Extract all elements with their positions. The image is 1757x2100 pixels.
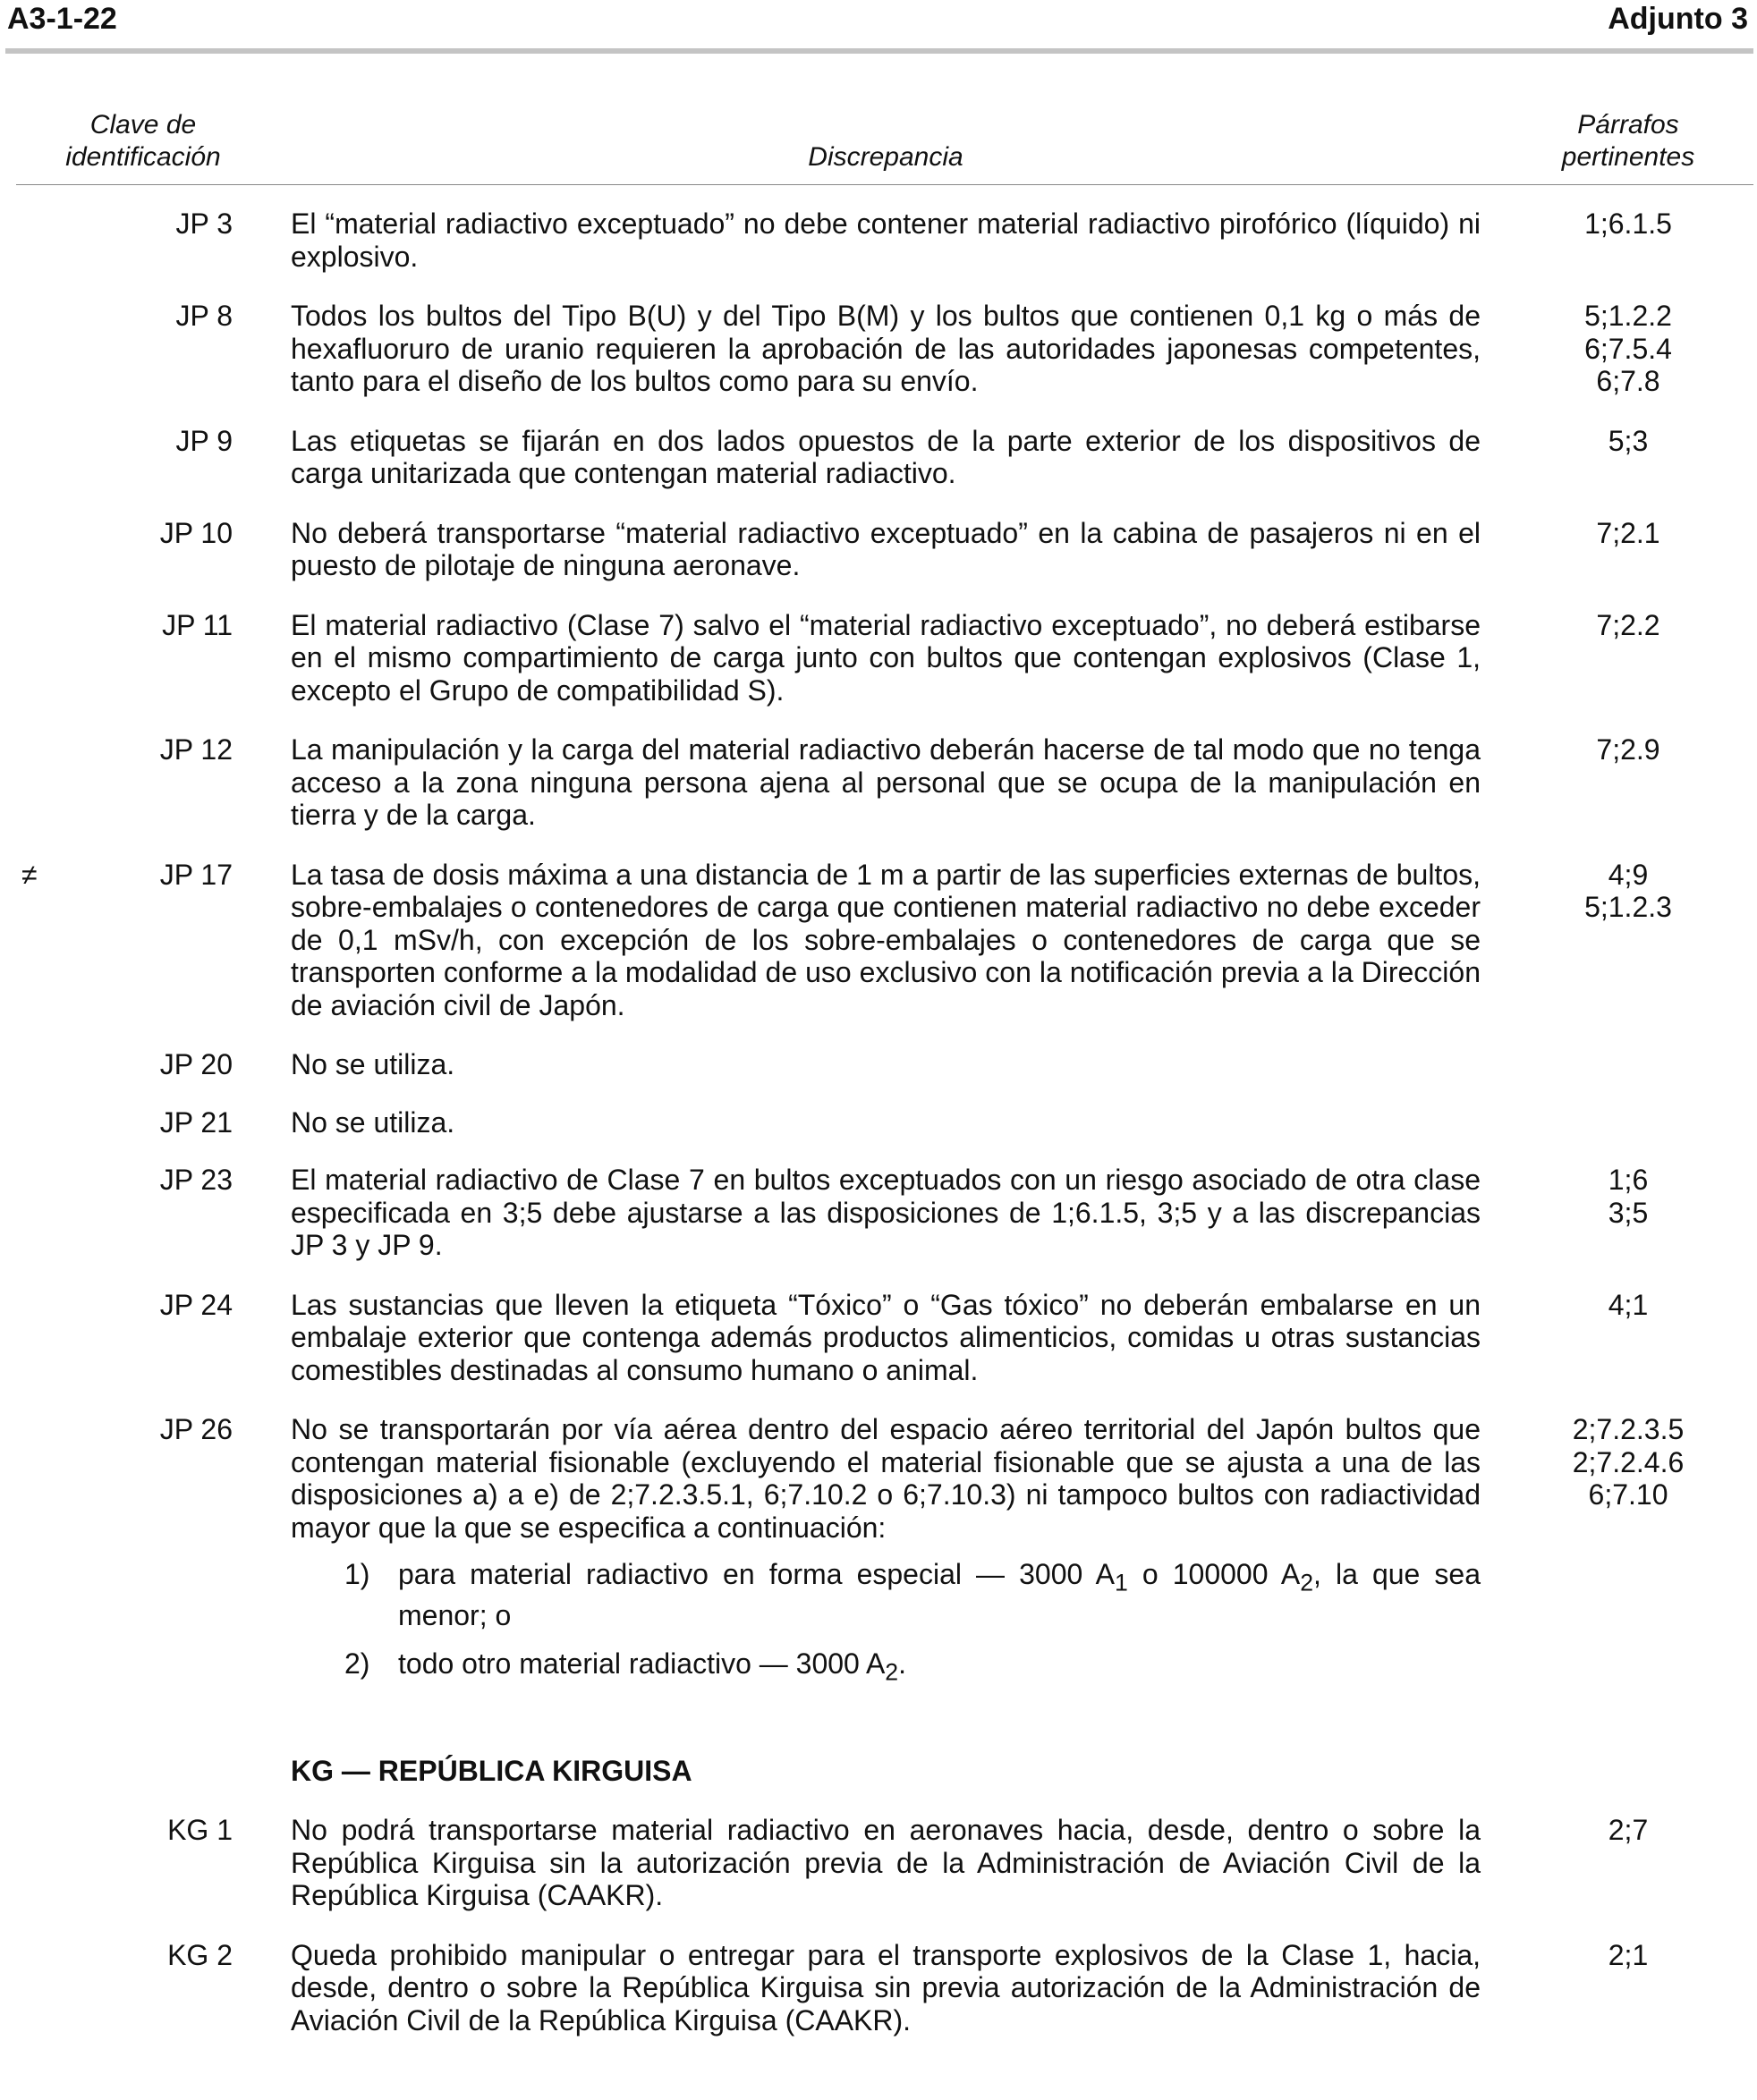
paragraph-ref: 4;9 [1608, 858, 1649, 891]
table-row [0, 609, 1757, 707]
table-row [0, 1814, 1757, 1912]
row-paragraphs [1521, 733, 1736, 766]
row-paragraphs [1521, 859, 1736, 924]
row-key: JP 24 [159, 1288, 233, 1321]
row-paragraphs [1521, 1814, 1736, 1847]
row-key: JP 17 [159, 858, 233, 891]
subscript: 2 [1300, 1569, 1314, 1596]
paragraph-ref: 2;7.2.4.6 [1572, 1445, 1685, 1478]
list-item-text: todo otro material radiactivo — 3000 A [398, 1647, 886, 1681]
row-description: Queda prohibido manipular o entregar para el transporte explosivos de la Clase 1, hacia, desde, dentro o sobre la República Kirguisa sin previa autorización de la Administración de Aviación Civil de la República Kirguisa (CAAKR). [291, 1938, 1481, 2036]
table-row [0, 733, 1757, 832]
list-item-text: , la que sea menor; o [398, 1558, 1481, 1631]
table-row [0, 1048, 1757, 1081]
section-title: KG — REPÚBLICA KIRGUISA [291, 1755, 692, 1788]
row-description: No deberá transportarse “material radiactivo exceptuado” en la cabina de pasajeros ni en el puesto de pilotaje de ninguna aeronave. [291, 516, 1481, 581]
row-description: El “material radiactivo exceptuado” no debe contener material radiactivo pirofórico (líquido) ni explosivo. [291, 207, 1481, 273]
subscript: 2 [885, 1658, 899, 1686]
paragraph-ref: 6;7.10 [1588, 1478, 1668, 1511]
column-header-key-line2: identificación [65, 142, 221, 172]
paragraph-ref: 4;1 [1608, 1288, 1649, 1321]
table-row [0, 1164, 1757, 1262]
row-key: KG 2 [167, 1938, 233, 1971]
row-key: JP 21 [159, 1105, 233, 1139]
row-description: Todos los bultos del Tipo B(U) y del Tipo B(M) y los bultos que contienen 0,1 kg o más de hexafluoruro de uranio requieren la aprobación de las autoridades japonesas competentes, tanto para el diseño de los bultos como para su envío. [291, 300, 1481, 397]
table-row [0, 1413, 1757, 1689]
row-paragraphs [1521, 300, 1736, 398]
list-item-text: . [898, 1647, 907, 1681]
row-description: No se utiliza. [291, 1048, 455, 1080]
paragraph-ref: 5;1.2.2 [1584, 300, 1672, 332]
row-key: JP 3 [175, 207, 233, 240]
row-description-text: No se transportarán por vía aérea dentro del espacio aéreo territorial del Japón bultos que contengan material fisionable (excluyendo el material fisionable que se ajusta a una de las disposiciones a) a e) de 2;7.2.3.5.1, 6;7.10.2 o 6;7.10.3) ni tampoco bultos con radiactividad mayor que la que se especifica a continuación: [291, 1413, 1481, 1544]
row-description: No podrá transportarse material radiactivo en aeronaves hacia, desde, dentro o sobre la República Kirguisa sin la autorización previa de la Administración de Aviación Civil de la República Kirguisa (CAAKR). [291, 1814, 1481, 1912]
subscript: 1 [1114, 1569, 1128, 1596]
column-header-discrepancy: Discrepancia [808, 142, 963, 172]
list-item-text: o 100000 A [1127, 1558, 1301, 1590]
column-headers [0, 106, 1757, 182]
list-item [291, 1558, 1481, 1631]
paragraph-ref: 2;1 [1608, 1938, 1649, 1971]
table-row [0, 517, 1757, 582]
row-key: JP 12 [159, 733, 233, 766]
column-header-key-line1: Clave de [89, 110, 197, 140]
paragraph-ref: 1;6.1.5 [1584, 207, 1672, 240]
row-description: No se utiliza. [291, 1105, 455, 1139]
paragraph-ref: 2;7 [1608, 1814, 1649, 1847]
paragraph-ref: 7;2.2 [1596, 608, 1660, 641]
table-row [0, 1106, 1757, 1139]
list-item-text: para material radiactivo en forma especial — 3000 A [398, 1558, 1115, 1590]
table-row [0, 300, 1757, 398]
row-key: JP 23 [159, 1164, 233, 1196]
discrepancy-list [0, 207, 1757, 2063]
attachment-label: Adjunto 3 [1608, 2, 1748, 36]
row-key: KG 1 [167, 1814, 233, 1847]
row-key: JP 9 [175, 424, 233, 457]
column-header-paragraphs [1521, 109, 1736, 174]
paragraph-ref: 5;1.2.3 [1584, 891, 1672, 923]
header-divider [5, 48, 1753, 54]
row-key: JP 10 [159, 516, 233, 549]
row-description [291, 1413, 1481, 1689]
row-key: JP 26 [159, 1413, 233, 1445]
row-paragraphs [1521, 1289, 1736, 1322]
page-header [7, 0, 1748, 52]
activity-limit-list [291, 1558, 1481, 1689]
row-description: El material radiactivo de Clase 7 en bultos exceptuados con un riesgo asociado de otra clase especificada en 3;5 debe ajustarse a las disposiciones de 1;6.1.5, 3;5 y a las discrepancias JP 3 y JP 9. [291, 1164, 1481, 1261]
row-description: La tasa de dosis máxima a una distancia de 1 m a partir de las superficies externas de bultos, sobre-embalajes o contenedores de carga que contienen material radiactivo no debe exceder de 0,1 mSv/h, con excepción de los sobre-embalajes o contenedores de carga que se transporten conforme a la modalidad de uso exclusivo con la notificación previa a la Dirección de aviación civil de Japón. [291, 858, 1481, 1021]
table-row [0, 425, 1757, 490]
table-row [0, 207, 1757, 273]
change-mark: ≠ [21, 858, 38, 891]
row-paragraphs [1521, 425, 1736, 458]
column-header-divider [16, 184, 1753, 185]
paragraph-ref: 1;6 [1608, 1164, 1649, 1196]
paragraph-ref: 6;7.8 [1596, 365, 1660, 397]
row-paragraphs [1521, 207, 1736, 241]
row-key: JP 8 [175, 300, 233, 332]
paragraph-ref: 2;7.2.3.5 [1572, 1413, 1685, 1445]
column-header-para-line2: pertinentes [1561, 142, 1695, 172]
row-description: El material radiactivo (Clase 7) salvo el “material radiactivo exceptuado”, no deberá estibarse en el mismo compartimiento de carga junto con bultos que contengan explosivos (Clase 1, excepto el Grupo de compatibilidad S). [291, 608, 1481, 707]
list-item-number: 2) [344, 1647, 370, 1681]
row-description: Las sustancias que lleven la etiqueta “Tóxico” o “Gas tóxico” no deberán embalarse en un embalaje exterior que contenga además productos alimenticios, comidas u otras sustancias comestibles destinadas al consumo humano o animal. [291, 1288, 1481, 1386]
list-item [291, 1647, 1481, 1689]
table-row [0, 859, 1757, 1022]
page-number: A3-1-22 [7, 2, 117, 36]
list-item-number: 1) [344, 1558, 370, 1590]
row-key: JP 20 [159, 1048, 233, 1080]
row-description: La manipulación y la carga del material radiactivo deberán hacerse de tal modo que no tenga acceso a la zona ninguna persona ajena al personal que se ocupa de la manipulación en tierra y de la carga. [291, 733, 1481, 831]
row-paragraphs [1521, 1939, 1736, 1972]
row-description: Las etiquetas se fijarán en dos lados opuestos de la parte exterior de los dispositivos de carga unitarizada que contengan material radiactivo. [291, 424, 1481, 489]
column-header-key [36, 109, 250, 174]
paragraph-ref: 7;2.9 [1596, 733, 1660, 766]
row-paragraphs [1521, 609, 1736, 642]
paragraph-ref: 7;2.1 [1596, 516, 1660, 549]
paragraph-ref: 3;5 [1608, 1196, 1649, 1229]
row-paragraphs [1521, 517, 1736, 550]
column-header-para-line1: Párrafos [1577, 110, 1679, 140]
row-paragraphs [1521, 1413, 1736, 1511]
paragraph-ref: 6;7.5.4 [1584, 332, 1672, 365]
paragraph-ref: 5;3 [1608, 424, 1649, 457]
row-paragraphs [1521, 1164, 1736, 1229]
table-row [0, 1289, 1757, 1387]
row-key: JP 11 [162, 608, 233, 641]
table-row [0, 1939, 1757, 2037]
